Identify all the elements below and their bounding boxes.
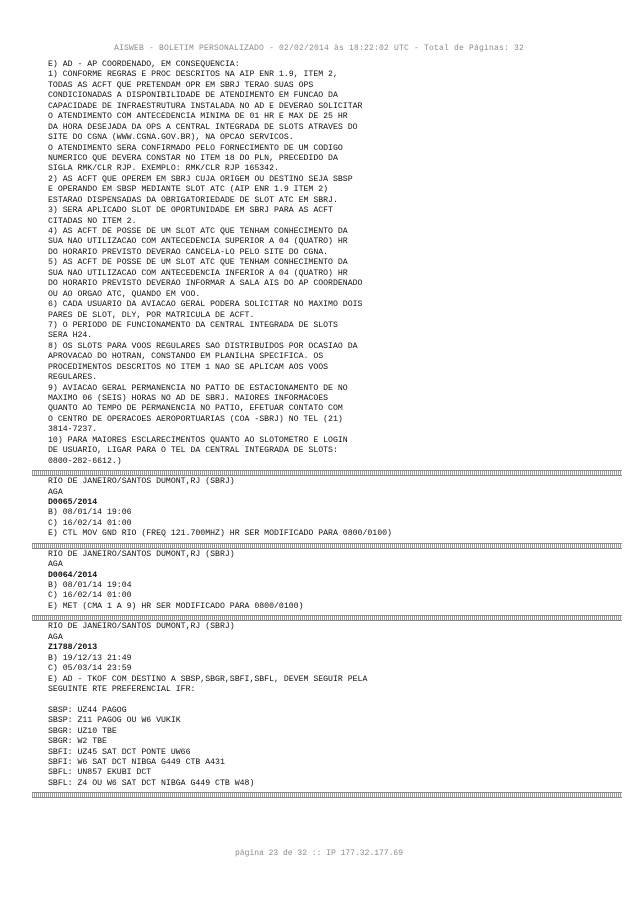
notam-text-line: B) 08/01/14 19:04 (48, 581, 132, 590)
notam-text-line: SBSP: UZ44 PAGOG (48, 705, 127, 715)
page-header: AISWEB - BOLETIM PERSONALIZADO - 02/02/2014 às 18:22:02 UTC - Total de Páginas: 32 (113, 44, 525, 53)
notam-text-line: B) 19/12/13 21:49 (48, 653, 132, 663)
notam-text-line: DA HORA DESEJADA DA OPS A CENTRAL INTEGRADA DE SLOTS ATRAVES DO (48, 122, 358, 132)
notam-text-line: B) 08/01/14 19:06 (48, 508, 132, 518)
notam-text-line: C) 05/03/14 23:59 (48, 664, 132, 674)
notam-text-line: SBSP: Z11 PAGOG OU W6 VUKIK (48, 716, 181, 726)
notam-text-line: NUMERICO QUE DEVERA CONSTAR NO ITEM 18 DO PLN, PRECEDIDO DA (48, 153, 338, 163)
notam-text-line: SUA NAO UTILIZACAO COM ANTECEDENCIA SUPERIOR A 04 (QUATRO) HR (48, 237, 348, 247)
notam-text-line: SBFI: UZ45 SAT DCT PONTE UW66 (48, 747, 191, 757)
notam-location: RIO DE JANEIRO/SANTOS DUMONT,RJ (SBRJ) (48, 477, 235, 487)
notam-text-line: O ATENDIMENTO SERA CONFIRMADO PELO FORNECIMENTO DE UM CODIGO (48, 143, 343, 153)
notam-text-line: 0800-282-6612.) (48, 456, 122, 466)
notam-text-line: E) CTL MOV GND RIO (FREQ 121.700MHZ) HR SER MODIFICADO PARA 0800/0100) (48, 529, 392, 539)
notam-text-line: 4) AS ACFT DE POSSE DE UM SLOT ATC QUE TENHAM CONHECIMENTO DA (48, 227, 348, 236)
notam-text-line: SBFI: W6 SAT DCT NIBGA G449 CTB A431 (48, 758, 225, 767)
notam-text-line: O ATENDIMENTO COM ANTECEDENCIA MINIMA DE 01 HR E MAX DE 25 HR (48, 112, 348, 122)
notam-text-line: O CENTRO DE OPERACOES AEROPORTUARIAS (COA -SBRJ) NO TEL (21) (48, 414, 343, 424)
notam-separator (48, 540, 608, 550)
notam-list (48, 467, 608, 799)
notam-entry (48, 550, 608, 613)
notam-text-line: E) AD - AP COORDENADO, EM CONSEQUENCIA: (48, 60, 240, 69)
bulletin-content (48, 60, 608, 799)
notam-text-line: DO HORARIO PREVISTO DEVERAO CANCELA-LO PELO SITE DO CGNA. (48, 247, 329, 257)
notam-text-line: SITE DO CGNA (WWW.CGNA.GOV.BR), NA OPCAO SERVICOS. (48, 133, 294, 143)
notam-separator (48, 467, 608, 477)
notam-type: AGA (48, 632, 63, 642)
notam-text-line: DE USUARIO, LIGAR PARA O TEL DA CENTRAL INTEGRADA DE SLOTS: (48, 446, 338, 456)
notam-text-line: SEGUINTE RTE PREFERENCIAL IFR: (48, 684, 196, 694)
notam-location: RIO DE JANEIRO/SANTOS DUMONT,RJ (SBRJ) (48, 622, 235, 632)
page-footer: página 23 de 32 :: IP 177.32.177.69 (234, 849, 404, 858)
notam-text-line: SIGLA RMK/CLR RJP. EXEMPLO: RMK/CLR RJP 165342. (48, 164, 279, 174)
notam-text-line: TODAS AS ACFT QUE PRETENDAM OPR EM SBRJ TERAO SUAS OPS (48, 80, 314, 90)
notam-text-line: SERA H24. (48, 331, 93, 341)
notam-text-line: SBFL: Z4 OU W6 SAT DCT NIBGA G449 CTB W48) (48, 778, 255, 788)
notam-text-line: QUANTO AO TEMPO DE PERMANENCIA NO PATIO, EFETUAR CONTATO COM (48, 404, 343, 414)
notam-id: D0064/2014 (48, 570, 98, 580)
notam-text-line: APROVACAO DO HOTRAN, CONSTANDO EM PLANILHA SPECIFICA. OS (48, 352, 324, 362)
notam-text-line: 7) O PERIODO DE FUNCIONAMENTO DA CENTRAL INTEGRADA DE SLOTS (48, 320, 338, 330)
notam-text-line: REGULARES. (48, 373, 98, 383)
notam-type: AGA (48, 560, 63, 570)
notam-text-line: OU AO ORGAO ATC, QUANDO EM VOO. (48, 289, 201, 299)
notam-text-line: SBFL: UN857 EKUBI DCT (48, 768, 152, 778)
notam-text-line: CAPACIDADE DE INFRAESTRUTURA INSTALADA NO AD E DEVERAO SOLICITAR (48, 101, 363, 111)
notam-text-line: 9) AVIACAO GERAL PERMANENCIA NO PATIO DE ESTACIONAMENTO DE NO (48, 383, 348, 393)
notam-text-line: 8) OS SLOTS PARA VOOS REGULARES SAO DISTRIBUIDOS POR OCASIAO DA (48, 341, 358, 351)
notam-text-line: CITADAS NO ITEM 2. (48, 216, 137, 226)
notam-entry (48, 622, 608, 789)
notam-text-line: DO HORARIO PREVISTO DEVERAO INFORMAR A SALA AIS DO AP COORDENADO (48, 279, 363, 289)
notam-text-line: 3) SERA APLICADO SLOT DE OPORTUNIDADE EM SBRJ PARA AS ACFT (48, 206, 333, 216)
notam-text-line: 2) AS ACFT QUE OPEREM EM SBRJ CUJA ORIGEM OU DESTINO SEJA SBSP (48, 174, 353, 184)
notam-text-line: 1) CONFORME REGRAS E PROC DESCRITOS NA AIP ENR 1.9, ITEM 2, (48, 70, 338, 80)
notam-text-line: CONDICIONADAS A DISPONIBILIDADE DE ATENDIMENTO EM FUNCAO DA (48, 91, 338, 101)
notam-text-line: SBGR: UZ10 TBE (48, 726, 117, 736)
notam-text-line: C) 16/02/14 01:00 (48, 518, 132, 528)
notam-text-line: C) 16/02/14 01:00 (48, 591, 132, 601)
notam-location: RIO DE JANEIRO/SANTOS DUMONT,RJ (SBRJ) (48, 549, 235, 559)
blank-line (48, 695, 608, 705)
notam-text-line: PARES DE SLOT, DLY, POR MATRICULA DE ACFT. (48, 310, 255, 320)
notam-text-line: SUA NAO UTILIZACAO COM ANTECEDENCIA INFERIOR A 04 (QUATRO) HR (48, 268, 348, 278)
notam-id: D0065/2014 (48, 497, 98, 507)
notam-text-line: 5) AS ACFT DE POSSE DE UM SLOT ATC QUE TENHAM CONHECIMENTO DA (48, 258, 348, 268)
notam-id: Z1788/2013 (48, 643, 98, 653)
notam-text-line: 6) CADA USUARIO DA AVIACAO GERAL PODERA SOLICITAR NO MAXIMO DOIS (48, 300, 363, 310)
notam-text-line: PROCEDIMENTOS DESCRITOS NO ITEM 1 NAO SE APLICAM AOS VOOS (48, 362, 329, 372)
notam-text-line: SBGR: W2 TBE (48, 737, 107, 747)
notam-text-line: MAXIMO 06 (SEIS) HORAS NO AD DE SBRJ. MAIORES INFORMACOES (48, 394, 329, 403)
notam-type: AGA (48, 487, 63, 497)
notam-text-line: 3814-7237. (48, 425, 98, 435)
notam-text-line: ESTARAO DISPENSADAS DA OBRIGATORIEDADE DE SLOT ATC EM SBRJ. (48, 195, 338, 205)
notam-text-line: E) MET (CMA 1 A 9) HR SER MODIFICADO PARA 0800/0100) (48, 601, 304, 611)
notam-text-line: E) AD - TKOF COM DESTINO A SBSP,SBGR,SBFI,SBFL, DEVEM SEGUIR PELA (48, 674, 368, 684)
notam-text-line: 10) PARA MAIORES ESCLARECIMENTOS QUANTO AO SLOTOMETRO E LOGIN (48, 435, 348, 445)
notam-text-line: E OPERANDO EM SBSP MEDIANTE SLOT ATC (AIP ENR 1.9 ITEM 2) (48, 185, 329, 195)
notam-separator (48, 789, 608, 799)
notam-entry (48, 477, 608, 540)
notam-continuation (48, 60, 608, 467)
notam-separator (48, 612, 608, 622)
